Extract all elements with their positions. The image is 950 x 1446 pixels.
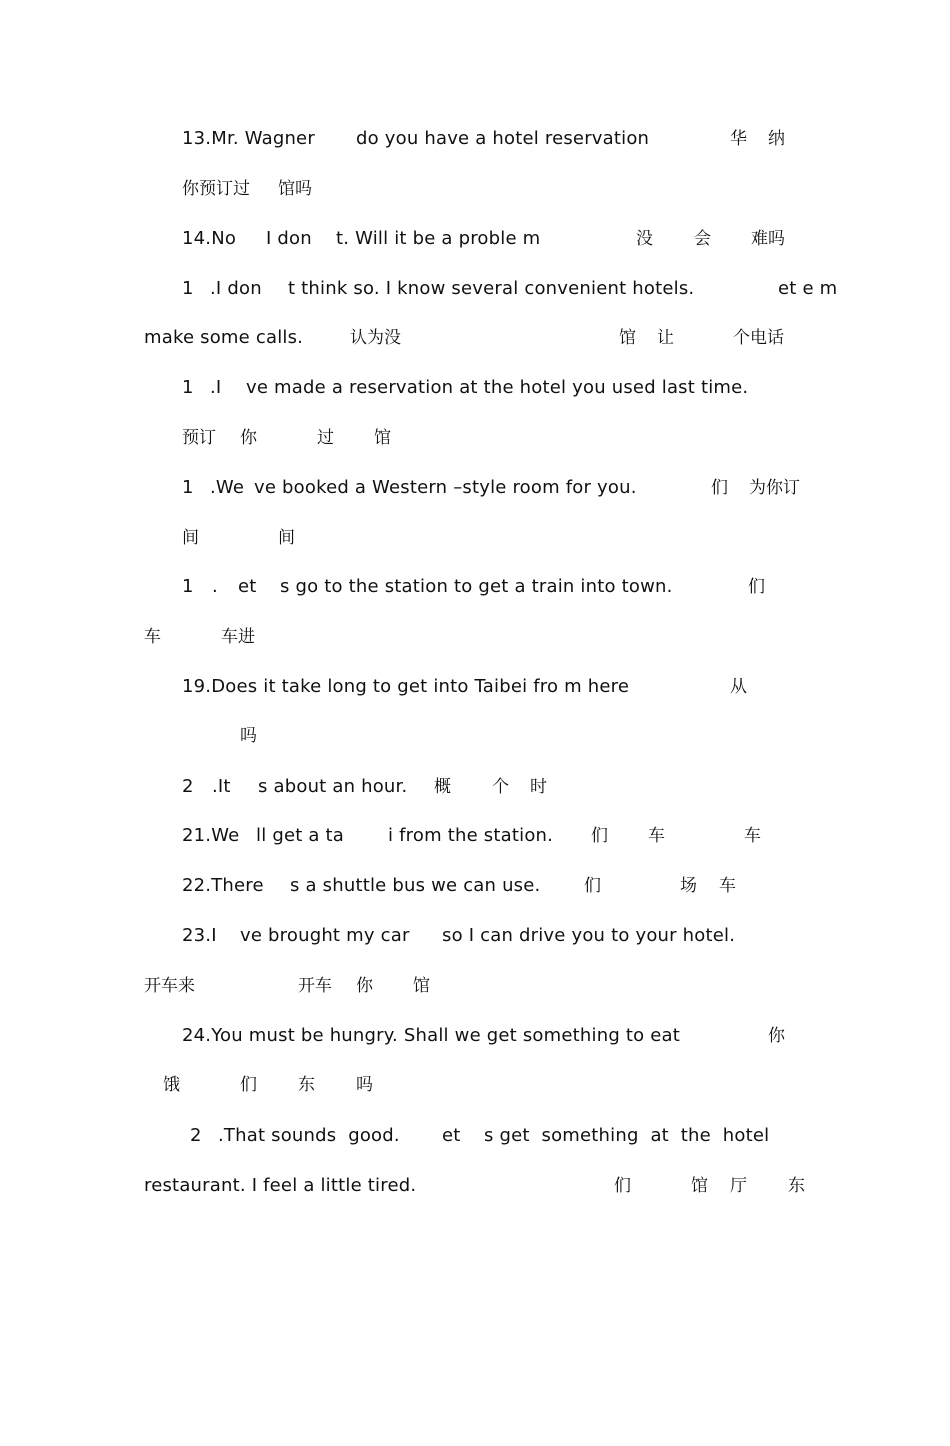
line-segment: restaurant. I feel a little tired. [144, 1175, 417, 1196]
line-segment: 13.Mr. Wagner [182, 128, 315, 149]
line-segment: ll get a ta [256, 825, 345, 846]
line-segment: 东 [788, 1176, 805, 1196]
text-line [0, 866, 950, 906]
line-segment: 个电话 [733, 328, 784, 348]
line-segment: 2 [182, 776, 194, 797]
text-line [0, 368, 950, 408]
line-segment: 为你订 [749, 478, 800, 498]
line-segment: 时 [530, 777, 547, 797]
line-segment: 1 [182, 278, 194, 299]
text-line [0, 219, 950, 259]
line-segment: 厅 [730, 1176, 747, 1196]
text-line [0, 418, 950, 458]
line-segment: et [442, 1125, 461, 1146]
line-segment: 难吗 [751, 229, 785, 249]
line-segment: 车进 [221, 627, 255, 647]
line-segment: 馆吗 [278, 179, 312, 199]
text-line [0, 468, 950, 508]
line-segment: 预订 [182, 428, 216, 448]
line-segment: 概 [434, 777, 451, 797]
line-segment: .We [210, 477, 245, 498]
line-segment: 馆 [691, 1176, 708, 1196]
line-segment: s a shuttle bus we can use. [290, 875, 541, 896]
line-segment: 东 [298, 1075, 315, 1095]
line-segment: 2 [190, 1125, 202, 1146]
line-segment: do you have a hotel reservation [356, 128, 650, 149]
line-segment: 1 [182, 477, 194, 498]
line-segment: ve made a reservation at the hotel you used last time. [246, 377, 749, 398]
line-segment: 从 [730, 677, 747, 697]
line-segment: 过 [317, 428, 334, 448]
text-line [0, 269, 950, 309]
text-line [0, 966, 950, 1006]
line-segment: 开车 [298, 976, 332, 996]
line-segment: s go to the station to get a train into town. [280, 576, 673, 597]
line-segment: 车 [744, 826, 761, 846]
line-segment: 21.We [182, 825, 240, 846]
text-line [0, 1166, 950, 1206]
line-segment: 你 [356, 976, 373, 996]
line-segment: 馆 [413, 976, 430, 996]
text-line [0, 667, 950, 707]
text-line [0, 518, 950, 558]
line-segment: 们 [748, 577, 765, 597]
line-segment: .I don [210, 278, 262, 299]
line-segment: 会 [694, 229, 711, 249]
line-segment: 14.No [182, 228, 237, 249]
line-segment: 吗 [240, 726, 257, 746]
line-segment: 认为没 [350, 328, 401, 348]
line-segment: t. Will it be a proble m [336, 228, 541, 249]
line-segment: et [238, 576, 257, 597]
line-segment: 1 [182, 576, 194, 597]
line-segment: 馆 [374, 428, 391, 448]
line-segment: 们 [614, 1176, 631, 1196]
text-line [0, 716, 950, 756]
line-segment: 你 [768, 1026, 785, 1046]
line-segment: 车 [144, 627, 161, 647]
line-segment: ve brought my car [240, 925, 410, 946]
line-segment: 23.I [182, 925, 217, 946]
line-segment: 吗 [356, 1075, 373, 1095]
line-segment: 场 [680, 876, 697, 896]
text-line [0, 1116, 950, 1156]
line-segment: .It [212, 776, 231, 797]
line-segment: .That sounds good. [218, 1125, 400, 1146]
line-segment: 华 [730, 129, 747, 149]
line-segment: 们 [240, 1075, 257, 1095]
line-segment: 你 [240, 428, 257, 448]
text-line [0, 767, 950, 807]
text-line [0, 567, 950, 607]
line-segment: et e m [778, 278, 838, 299]
line-segment: 纳 [768, 129, 785, 149]
line-segment: 1 [182, 377, 194, 398]
text-line [0, 1065, 950, 1105]
line-segment: 24.You must be hungry. Shall we get something to eat [182, 1025, 681, 1046]
line-segment: 19.Does it take long to get into Taibei fro m here [182, 676, 630, 697]
line-segment: 个 [492, 777, 509, 797]
line-segment: 22.There [182, 875, 264, 896]
line-segment: 没 [636, 229, 653, 249]
line-segment: 车 [648, 826, 665, 846]
line-segment: s get something at the hotel [484, 1125, 770, 1146]
line-segment: I don [266, 228, 312, 249]
line-segment: 馆 [619, 328, 636, 348]
line-segment: 们 [591, 826, 608, 846]
line-segment: . [212, 576, 218, 597]
line-segment: 让 [657, 328, 674, 348]
line-segment: 车 [719, 876, 736, 896]
text-line [0, 916, 950, 956]
text-line [0, 119, 950, 159]
line-segment: 饿 [163, 1075, 180, 1095]
line-segment: 间 [182, 528, 199, 548]
line-segment: s about an hour. [258, 776, 408, 797]
line-segment: 开车来 [144, 976, 195, 996]
line-segment: 们 [711, 478, 728, 498]
line-segment: t think so. I know several convenient hotels. [288, 278, 695, 299]
line-segment: i from the station. [388, 825, 554, 846]
line-segment: .I [210, 377, 222, 398]
text-line [0, 617, 950, 657]
text-line [0, 816, 950, 856]
line-segment: make some calls. [144, 327, 304, 348]
line-segment: ve booked a Western –style room for you. [254, 477, 637, 498]
line-segment: 你预订过 [182, 179, 250, 199]
line-segment: 们 [584, 876, 601, 896]
text-line [0, 169, 950, 209]
text-line [0, 318, 950, 358]
line-segment: so I can drive you to your hotel. [442, 925, 736, 946]
line-segment: 间 [278, 528, 295, 548]
text-line [0, 1016, 950, 1056]
